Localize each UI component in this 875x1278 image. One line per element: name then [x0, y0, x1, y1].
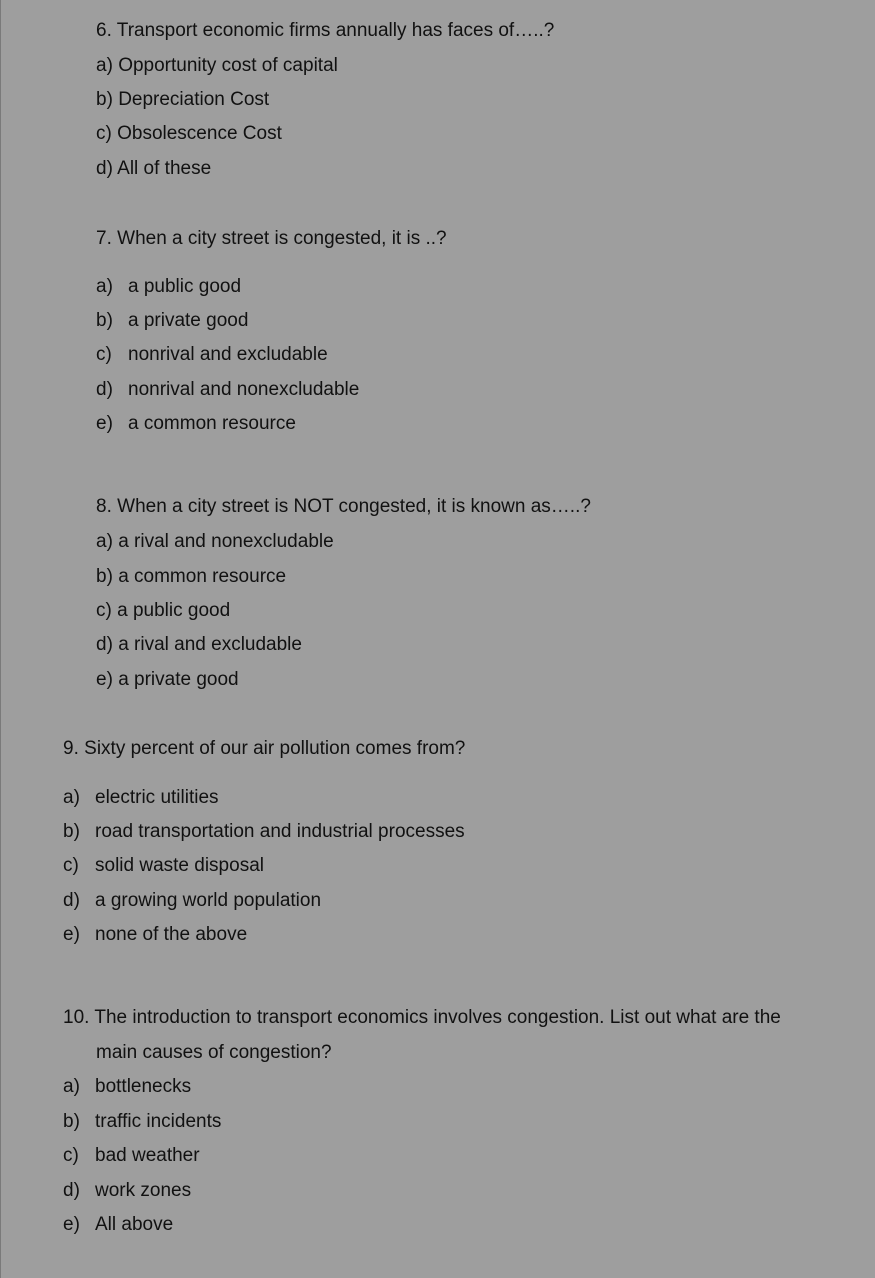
option-label: d)	[63, 890, 80, 911]
option-text: a public good	[128, 276, 242, 297]
option-label: a)	[96, 531, 113, 552]
option-label: d)	[96, 634, 113, 655]
option-text: Opportunity cost of capital	[118, 55, 338, 76]
option-text: solid waste disposal	[95, 855, 264, 876]
option-8e	[96, 669, 239, 691]
option-label: e)	[63, 924, 80, 945]
option-text: a private good	[118, 669, 239, 690]
option-label: b)	[96, 310, 113, 331]
question-number: 6.	[96, 20, 112, 41]
option-text: road transportation and industrial processes	[95, 821, 465, 842]
question-number: 8.	[96, 496, 112, 517]
option-label: d)	[96, 379, 113, 400]
option-label: c)	[96, 123, 112, 144]
question-10	[63, 1007, 781, 1029]
option-text: work zones	[95, 1180, 192, 1201]
option-9a	[63, 787, 219, 809]
option-6a	[96, 55, 338, 77]
option-text: a public good	[117, 600, 231, 621]
question-text-line2: main causes of congestion?	[96, 1042, 332, 1063]
page-left-border	[0, 0, 1, 1278]
option-7a	[96, 276, 241, 298]
option-label: a)	[63, 1076, 80, 1097]
question-6	[96, 20, 554, 42]
question-text: When a city street is NOT congested, it is known as…..?	[117, 496, 591, 517]
question-text: When a city street is congested, it is ..?	[117, 228, 447, 249]
option-6d	[96, 158, 211, 180]
option-text: a rival and excludable	[118, 634, 302, 655]
option-text: a common resource	[128, 413, 296, 434]
option-label: b)	[96, 566, 113, 587]
option-text: traffic incidents	[95, 1111, 222, 1132]
option-6b	[96, 89, 269, 111]
option-label: d)	[63, 1180, 80, 1201]
option-label: c)	[96, 600, 112, 621]
option-text: none of the above	[95, 924, 248, 945]
question-10-continuation	[96, 1042, 332, 1064]
option-10b	[63, 1111, 221, 1133]
option-label: b)	[96, 89, 113, 110]
option-text: a growing world population	[95, 890, 322, 911]
option-9e	[63, 924, 247, 946]
option-label: e)	[96, 413, 113, 434]
question-number: 7.	[96, 228, 112, 249]
option-6c	[96, 123, 282, 145]
option-text: All above	[95, 1214, 174, 1235]
option-7b	[96, 310, 248, 332]
option-label: c)	[96, 344, 112, 365]
option-10a	[63, 1076, 191, 1098]
option-8c	[96, 600, 230, 622]
option-10d	[63, 1180, 191, 1202]
option-text: bottlenecks	[95, 1076, 192, 1097]
option-text: a rival and nonexcludable	[118, 531, 334, 552]
option-8b	[96, 566, 286, 588]
option-text: All of these	[117, 158, 212, 179]
question-text: Sixty percent of our air pollution comes from?	[84, 738, 466, 759]
option-label: e)	[96, 669, 113, 690]
option-label: e)	[63, 1214, 80, 1235]
option-9b	[63, 821, 465, 843]
option-text: a private good	[128, 310, 249, 331]
option-label: a)	[96, 276, 113, 297]
option-label: a)	[63, 787, 80, 808]
option-9c	[63, 855, 264, 877]
option-10e	[63, 1214, 173, 1236]
option-7e	[96, 413, 296, 435]
option-label: b)	[63, 1111, 80, 1132]
question-text: The introduction to transport economics involves congestion. List out what are the	[94, 1007, 781, 1028]
option-7c	[96, 344, 328, 366]
option-7d	[96, 379, 359, 401]
option-10c	[63, 1145, 200, 1167]
option-9d	[63, 890, 321, 912]
question-text: Transport economic firms annually has faces of…..?	[116, 20, 555, 41]
question-number: 10.	[63, 1007, 90, 1028]
option-text: nonrival and nonexcludable	[128, 379, 360, 400]
option-label: b)	[63, 821, 80, 842]
option-label: c)	[63, 855, 79, 876]
question-9	[63, 738, 465, 760]
option-label: c)	[63, 1145, 79, 1166]
option-label: d)	[96, 158, 113, 179]
question-7	[96, 228, 447, 250]
option-text: electric utilities	[95, 787, 219, 808]
question-number: 9.	[63, 738, 79, 759]
option-text: Depreciation Cost	[118, 89, 270, 110]
option-text: a common resource	[118, 566, 287, 587]
option-text: bad weather	[95, 1145, 200, 1166]
option-8a	[96, 531, 334, 553]
question-8	[96, 496, 591, 518]
option-label: a)	[96, 55, 113, 76]
option-8d	[96, 634, 302, 656]
option-text: nonrival and excludable	[128, 344, 328, 365]
option-text: Obsolescence Cost	[117, 123, 282, 144]
